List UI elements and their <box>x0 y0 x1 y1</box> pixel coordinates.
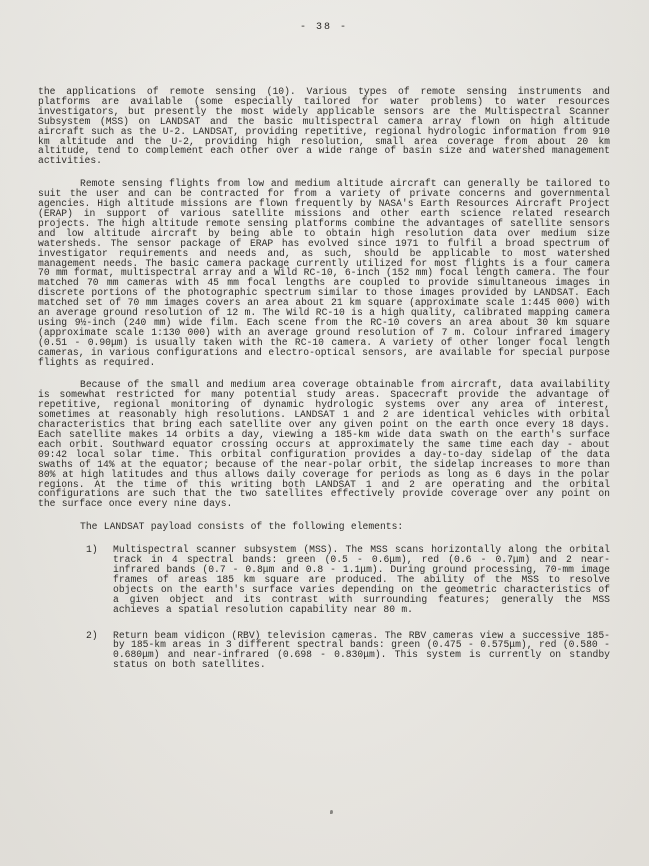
list-item-mss <box>86 545 610 614</box>
paragraph-applications-of-remote-sensing: the applications of remote sensing (10). Various types of remote sensing instruments and platforms are available (some especially tailored for water problems) to water resources investigators, but presently the most widely applicable sensors are the Multispectral Scanner Subsystem (MSS) on LANDSAT and the basic multispectral camera array flown on high altitude aircraft such as the U-2. LANDSAT, providing repetitive, regional hydrologic information from 910 km altitude and the U-2, providing high resolution, small area coverage from about 20 km altitude, tend to complement each other over a wide range of basin size and watershed management activities. <box>38 86 610 167</box>
page-number: - 38 - <box>299 22 348 33</box>
landsat-payload-list <box>38 545 610 670</box>
list-item-rbv <box>86 631 610 671</box>
list-item-text: Return beam vidicon (RBV) television cameras. The RBV cameras view a successive 185- by 185-km areas in 3 different spectral bands: green (0.475 - 0.575μm), red (0.580 - 0.680μm) and near-infrared (0.698 - 0.830μm). This system is currently on standby status on both satellites. <box>113 629 610 671</box>
paragraph-landsat-payload-lead-in: The LANDSAT payload consists of the following elements: <box>80 521 404 533</box>
list-item-text: Multispectral scanner subsystem (MSS). The MSS scans horizontally along the orbital track in 4 spectral bands: green (0.5 - 0.6μm), red (0.6 - 0.7μm) and 2 near-infrared bands (0.7 - 0.8μm and 0.8 - 1.1μm). During ground processing, 70-mm image frames of areas 185 km square are produced. The ability of the MSS to resolve objects on the earth's surface varies depending on the geometric characteristics of a given object and its contrast with surrounding features; generally the MSS achieves a spatial resolution capability near 80 m. <box>113 544 610 615</box>
paragraph-remote-sensing-flights: Remote sensing flights from low and medium altitude aircraft can generally be tailored to suit the user and can be contracted for from a variety of private concerns and governmental agencies. High altitude missions are flown frequently by NASA's Earth Resources Aircraft Project (ERAP) in support of various satellite missions and other earth science related research projects. The high altitude remote sensing platforms combine the advantages of satellite sensors and low altitude aircraft by being able to obtain high resolution data over medium size watersheds. The sensor package of ERAP has evolved since 1971 to fulfil a broad spectrum of investigator requirements and needs and, as such, should be applicable to most watershed management needs. The basic camera package currently utilized for most flights is a four camera 70 mm format, multispectral array and a Wild RC-10, 6-inch (152 mm) focal length camera. The four matched 70 mm cameras with 45 mm focal lengths are coupled to provide simultaneous images in discrete portions of the photographic spectrum similar to those images provided by LANDSAT. Each matched set of 70 mm images covers an area about 21 km square (approximate scale 1:445 000) with an average ground resolution of 12 m. The Wild RC-10 is a high quality, calibrated mapping camera using 9½-inch (240 mm) wide film. Each scene from the RC-10 covers an area about 30 km square (approximate scale 1:130 000) with an average ground resolution of 7 m. Colour infrared imagery (0.51 - 0.90μm) is usually taken with the RC-10 camera. A variety of other longer focal length cameras, in various configurations and electro-optical sensors, are available for special purpose flights as required. <box>38 178 610 368</box>
stray-mark <box>330 810 333 814</box>
list-item-marker: 2) <box>86 629 98 641</box>
list-item-marker: 1) <box>86 544 98 556</box>
paragraph-spacecraft-coverage: Because of the small and medium area coverage obtainable from aircraft, data availability is somewhat restricted for many potential study areas. Spacecraft provide the advantage of repetitive, regional monitoring of dynamic hydrologic systems over any area of interest, sometimes at reasonably high resolutions. LANDSAT 1 and 2 are identical vehicles with orbital characteristics that bring each satellite over any given point on the earth once every 18 days. Each satellite makes 14 orbits a day, viewing a 185-km wide data swath on the earth's surface each orbit. Southward equator crossing occurs at approximately the same time each day - about 09:42 local solar time. This orbital configuration provides a day-to-day sidelap of the data swaths of 14% at the equator; because of the near-polar orbit, the sidelap increases to more than 80% at high latitudes and thus allows daily coverage for periods as long as 6 days in the polar regions. At the time of this writing both LANDSAT 1 and 2 are operating and the orbital configurations are such that the two satellites effectively provide coverage over any point on the surface once every nine days. <box>38 379 610 510</box>
document-body <box>38 87 610 670</box>
